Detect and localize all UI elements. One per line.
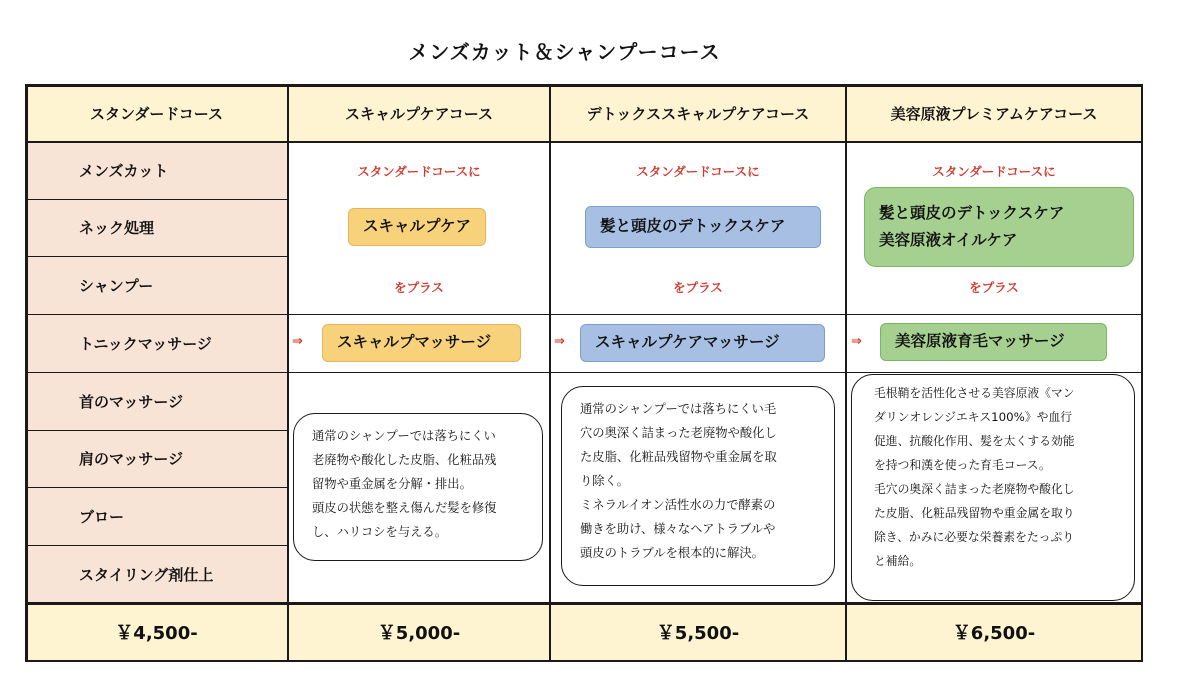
description-line: 促進、抗酸化作用、髪を太くする効能: [874, 434, 1075, 448]
description-line: 頭皮のトラブルを根本的に解決。: [580, 546, 764, 560]
arrow-icon: ⇒: [292, 334, 303, 349]
plus-suffix-label: をプラス: [394, 280, 444, 295]
scalp-massage-pill: スキャルプマッサージ: [322, 324, 521, 362]
course-table: [25, 84, 1143, 662]
description-line: 除き、かみに必要な栄養素をたっぷり: [874, 530, 1075, 544]
standard-item: トニックマッサージ: [79, 334, 212, 353]
standard-item: ネック処理: [79, 219, 155, 237]
arrow-icon: ⇒: [851, 334, 862, 349]
description-line: 頭皮の状態を整え傷んだ髪を修復: [312, 501, 497, 515]
detox-massage-pill: スキャルプケアマッサージ: [580, 324, 825, 362]
plus-suffix-label: をプラス: [673, 280, 723, 295]
description-line: 通常のシャンプーでは落ちにくい: [312, 429, 496, 443]
page-title: メンズカット＆シャンプーコース: [408, 40, 721, 64]
premium-description-box: [851, 374, 1135, 601]
description-line: と補給。: [874, 554, 922, 568]
header-standard-course: スタンダードコース: [89, 104, 224, 123]
standard-item: 肩のマッサージ: [79, 450, 184, 468]
description-line: 毛根鞘を活性化させる美容原液《マン: [874, 386, 1075, 400]
price-premium: ￥6,500-: [952, 623, 1036, 644]
price-standard: ￥4,500-: [115, 623, 198, 644]
price-scalp-care: ￥5,000-: [377, 623, 461, 644]
scalp-care-pill: スキャルプケア: [348, 208, 486, 246]
detox-care-pill: 髪と頭皮のデトックスケア: [585, 206, 821, 248]
plus-prefix-label: スタンダードコースに: [932, 164, 1056, 179]
premium-massage-pill: 美容原液育毛マッサージ: [880, 323, 1107, 361]
header-premium-course: 美容原液プレミアムケアコース: [890, 104, 1098, 123]
description-line: 働きを助け、様々なヘアトラブルや: [580, 522, 776, 536]
plus-suffix-label: をプラス: [969, 280, 1019, 295]
description-line: 毛穴の奥深く詰まった老廃物や酸化し: [874, 482, 1075, 496]
description-line: ミネラルイオン活性水の力で酵素の: [580, 498, 776, 512]
description-line: り除く。: [580, 474, 629, 488]
standard-item: 首のマッサージ: [79, 392, 184, 411]
standard-item: ブロー: [79, 507, 125, 526]
description-line: 穴の奥深く詰まった老廃物や酸化し: [580, 426, 777, 440]
header-scalp-care-course: スキャルプケアコース: [344, 104, 494, 123]
premium-care-line: 美容原液オイルケア: [879, 231, 1018, 249]
premium-care-line: 髪と頭皮のデトックスケア: [879, 203, 1065, 222]
price-detox: ￥5,500-: [656, 623, 740, 644]
plus-prefix-label: スタンダードコースに: [636, 164, 760, 179]
scalp-description-box: [293, 413, 543, 561]
description-line: ダリンオレンジエキス100%》や血行: [874, 410, 1073, 424]
standard-item: メンズカット: [79, 162, 169, 180]
standard-item: シャンプー: [79, 276, 154, 295]
premium-care-pill: [864, 187, 1134, 267]
description-line: た皮脂、化粧品残留物や重金属を取り: [874, 506, 1075, 520]
description-line: た皮脂、化粧品残留物や重金属を取: [580, 450, 777, 464]
description-line: 老廃物や酸化した皮脂、化粧品残: [312, 453, 497, 467]
description-line: を持つ和漢を使った育毛コース。: [874, 458, 1051, 472]
standard-item: スタイリング剤仕上: [79, 565, 214, 584]
description-line: し、ハリコシを与える。: [312, 525, 448, 539]
description-line: 通常のシャンプーでは落ちにくい毛: [580, 402, 777, 416]
description-line: 留物や重金属を分解・排出。: [312, 477, 472, 491]
detox-description-box: [561, 386, 835, 586]
plus-prefix-label: スタンダードコースに: [357, 164, 481, 179]
header-detox-scalp-course: デトックススキャルプケアコース: [586, 104, 810, 123]
arrow-icon: ⇒: [554, 334, 565, 349]
